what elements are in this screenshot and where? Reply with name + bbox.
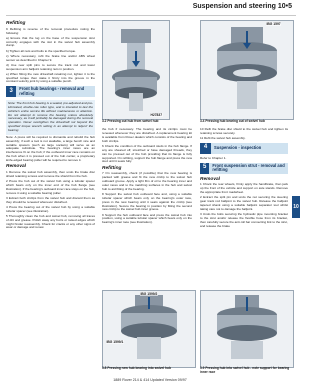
- section-number: 5: [200, 163, 209, 174]
- paragraph: 10 Refit the brake disc shield to the swivel hub and tighten its retaining screws securely.: [200, 127, 288, 135]
- bearing-press-illustration: [201, 21, 293, 119]
- bearing-install-illustration: [103, 291, 195, 367]
- figure-caption: 3.9 Pressing hub into swivel hub - note support for bearing inner race: [200, 366, 290, 374]
- figure-3-2: [102, 20, 170, 120]
- page-footer: 1889 Rover 214 & 414 Updated Version 09/97: [113, 378, 187, 382]
- section-number: 3: [6, 86, 16, 97]
- figure-ref: H27837: [150, 113, 163, 117]
- removal-heading: Removal: [6, 164, 26, 170]
- middle-column: [102, 128, 192, 226]
- paragraph: Refer to Chapter 1.: [200, 155, 227, 160]
- refitting-heading: Refitting: [102, 165, 122, 171]
- list-item: d) Use new split pins to secure the track rod and lower suspension arm balljoint retaining nuts in position.: [6, 62, 95, 71]
- paragraph: 7 On reassembly, check (if possible) that the new bearing is packed with grease and fit the new circlip to the swivel hub outboard groove. Apply a light film of oil to the bearing inner and outer races and to the matching surfaces in the hub and swivel hub to aid fitting of the bearing.: [102, 171, 192, 191]
- paragraph: 9 Support the hub outboard face and press the swivel hub into position, using a suitable tubular spacer which bears only on the bearing's inner race (see illustration).: [102, 212, 192, 225]
- figure-3-4: [200, 20, 294, 120]
- paragraph: 11 Refit the swivel hub assembly.: [200, 136, 246, 140]
- note-text: Note: The front hub bearing is a sealed, pre-adjusted and pre-lubricated, double-row roller type, and is intended to last the vehicle's entire service life without maintenance or attention. Do not attempt to remove the bearing unless absolutely necessary, as it will probably be damaged during the removal operation. Never overtighten the driveshaft nut beyond the specified torque wrench setting in an attempt to 'adjust' the bearing.: [6, 100, 95, 134]
- section-header-4: [200, 143, 288, 154]
- figure-3-8: [102, 290, 196, 368]
- paragraph: 4 Press the bearing out of the swivel hub by using a suitable tubular spacer (see illustration).: [6, 204, 95, 213]
- paragraph: 8 Support the swivel hub outboard face and, using a suitable tubular spacer which bears only on the bearing's outer race, press in the new bearing until it seats against the circlip (see illustration). Secure the bearing in position by fitting the second new circlip to the swivel hub inner groove.: [102, 191, 192, 212]
- figure-caption: 3.4 Pressing hub bearing out of swivel hub: [200, 119, 265, 123]
- hub-install-illustration: [201, 291, 293, 367]
- figure-caption: 3.8 Pressing new hub bearing into swivel hub: [102, 366, 171, 370]
- section-header-5: [200, 163, 288, 174]
- figure-label: IBG 1599/1: [106, 340, 124, 344]
- removal-heading: Removal: [200, 176, 220, 182]
- paragraph: 2 Extract the split pin and undo the nut securing the steering gear track rod balljoint to the swivel hub. Release the balljoint tapered shank using a suitable balljoint separator tool whilst taking care not to damage the balljoint.: [200, 195, 288, 212]
- section-number: 4: [200, 143, 211, 154]
- paragraph: 3 Extract both circlips from the swivel hub and discard them as they should be renewed whenever disturbed.: [6, 195, 95, 204]
- paragraph: 3 Undo the bolts securing the hydraulic pipe mounting bracket to the strut and/or release the flexible hose from its bracket, then carefully secure the anti-roll bar connecting link to the strut, and release the brake: [200, 212, 288, 228]
- figure-caption: 3.2 Pressing out hub from swivel hub: [102, 119, 159, 123]
- paragraph: 9 Refitting is reverse of the removal procedure noting the following:: [6, 26, 95, 35]
- figure-label: IBG 1597: [266, 22, 281, 26]
- right-column: [200, 128, 288, 230]
- paragraph: 6 Check the condition of the outboard studs in the hub flange. If any are sheared off, stretched or have damaged threads, they can be pressed out of the hub providing that its flange is fully supported. On refitting, support the hub flange and press the new stud until it seats fully.: [102, 143, 192, 164]
- section-title: Front suspension strut - removal and refitting: [212, 162, 285, 173]
- list-item: a) Ensure that the lug on the base of the suspension strut correctly engages with the slot in the swivel hub assembly clamp.: [6, 35, 95, 48]
- paragraph: 2 Press the hub out of the swivel hub using a tubular spacer which bears only on the inner end of the hub flange (see illustration). If the bearing's outboard inner race stays on the hub, remove it using a suitable bearing puller.: [6, 178, 95, 195]
- list-item: e) When fitting the new driveshaft retaining nut, tighten it to the specified torque then stake it firmly into the groove in the constant velocity joint by using a suitable punch.: [6, 71, 95, 84]
- section-title: Front hub bearings - removal and refitting: [19, 86, 85, 96]
- paragraph: the hub if necessary. The bearing and its circlips must be renewed whenever they are disturbed. A replacement bearing kit is available from Rover dealers which consists of the bearing and both circlips.: [102, 127, 192, 143]
- hub-press-illustration: [103, 21, 169, 119]
- paragraph: 5 Thoroughly clean the hub and swivel hub, removing all traces of dirt and grease. Polish away any burrs or raised edges which might hinder reassembly. Check for cracks or any other signs of wear or damage and renew: [6, 213, 95, 230]
- page-header: [0, 0, 300, 14]
- figure-label: IBG 1599/2: [140, 292, 158, 296]
- chapter-tab: 10: [292, 196, 300, 218]
- section-title: Suspension - inspection: [214, 145, 262, 151]
- list-item: b) Tighten all nuts and bolts to the specified torque.: [6, 48, 76, 53]
- header-rule: [6, 15, 296, 16]
- section-header-3: [6, 86, 95, 97]
- left-column: [6, 20, 95, 232]
- paragraph: 1 Chock the rear wheels, firmly apply the handbrake, then jack up the front of the vehicle and support on axle stands. Remove the appropriate front roadwheel.: [200, 182, 288, 195]
- paragraph: 1 Remove the swivel hub assembly, then undo the brake disc shield retaining screws and remove the shield from the hub.: [6, 169, 95, 178]
- page-header-title: Suspension and steering 10•5: [192, 3, 292, 10]
- refitting-heading: Refitting: [6, 21, 26, 26]
- figure-3-9: [200, 290, 294, 368]
- list-item: c) Where necessary, refit the brake line and/or ABS wheel sensor as described in Chapter 9.: [6, 53, 95, 62]
- note-text-2: Note: A press will be required to dismantle and rebuild the hub assembly; if such a tool is not available, a large bench vice and suitable spacers (such as large sockets) will serve as an adequate substitute. The bearing's inner races are an interference fit on the hub; if the outboard inner race remains on the hub when it is pressed out of the hub carrier, a proprietary knife-edged bearing puller will be required to remove it.: [6, 134, 95, 163]
